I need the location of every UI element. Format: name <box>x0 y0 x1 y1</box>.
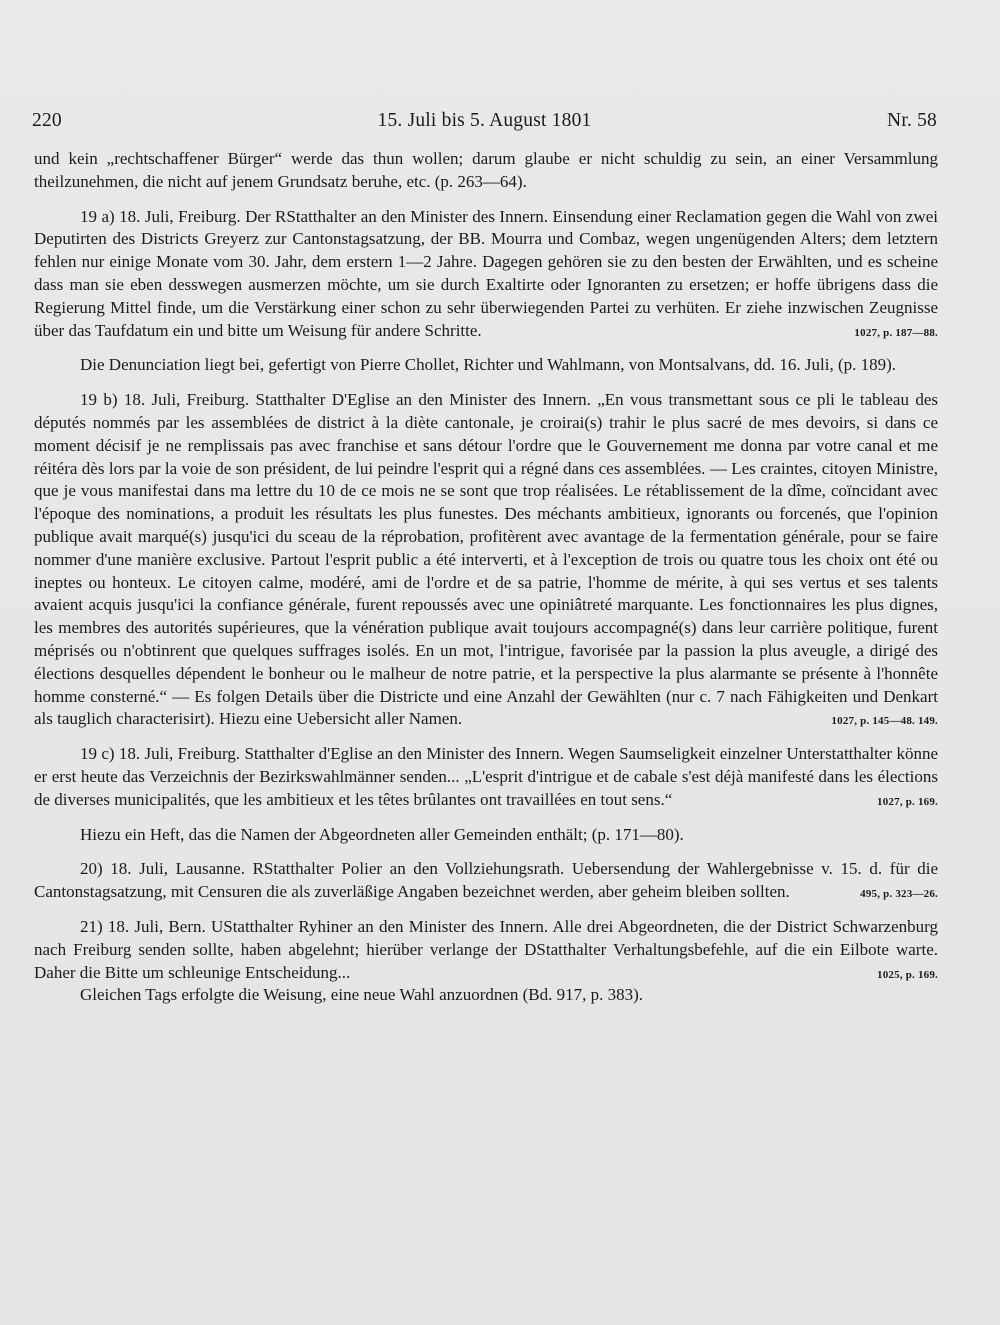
entry-19b <box>34 389 938 731</box>
page-number: 220 <box>32 110 62 131</box>
archive-reference: 1027, p. 169. <box>877 795 938 808</box>
paragraph-text: und kein „rechtschaffener Bürger“ werde das thun wollen; darum glaube er nicht schuldig zu sein, an einer Versammlung theilzunehmen, die nicht auf jenem Grundsatz beruhe, etc. (p. 263—64). <box>34 149 938 191</box>
paragraph-continuation <box>34 148 938 194</box>
paragraph-text: 21) 18. Juli, Bern. UStatthalter Ryhiner an den Minister des Innern. Alle drei Abgeordneten, die der District Schwarzenburg nach Freiburg senden sollte, haben abgelehnt; hierüber verlange der DStatthalter Verhaltungsbefehle, auf die ein Eilbote warte. Daher die Bitte um schleunige Entscheidung... <box>34 916 938 982</box>
archive-reference: 1027, p. 145—48. 149. <box>831 715 938 728</box>
archive-reference: 1025, p. 169. <box>877 968 938 981</box>
archive-reference: 495, p. 323—26. <box>860 888 938 901</box>
page-header <box>32 110 937 140</box>
running-title: 15. Juli bis 5. August 1801 <box>377 110 592 131</box>
document-number: Nr. 58 <box>887 110 937 131</box>
paragraph-text: 19 c) 18. Juli, Freiburg. Statthalter d'Eglise an den Minister des Innern. Wegen Saumseligkeit einzelner Unterstatthalter könne er erst heute das Verzeichnis der Bezirkswahlmänner senden... „L'esprit d'intrigue et de cabale s'est déjà manifesté dans les élections de diverses municipalités, que les ambitieux et les têtes brûlantes ont travaillées en tout sens.“ <box>34 744 938 809</box>
paragraph-text: 19 a) 18. Juli, Freiburg. Der RStatthalter an den Minister des Innern. Einsendung einer Reclamation gegen die Wahl von zwei Deputirten des Districts Greyerz zur Cantonstagsatzung, der BB. Mourra und Combaz, wegen ungenügenden Alters; dem letztern fehlen nur einige Monate vom 30. Jahr, dem erstern 1—2 Jahre. Dagegen gehören sie zu den besten der Erwählten, und es scheine dass man sie eben desswegen ausmerzen möchte, um sie durch Exaltirte oder Ignoranten zu ersetzen; er hoffe übrigens dass die Regierung Mittel finde, um die Verstärkung einer schon zu sehr überwiegenden Partei zu verhüten. Er ziehe inzwischen Zeugnisse über das Taufdatum ein und bitte um Weisung für andere Schritte. <box>34 206 938 340</box>
paragraph-text: Gleichen Tags erfolgte die Weisung, eine neue Wahl anzuordnen (Bd. 917, p. 383). <box>80 985 644 1005</box>
archive-reference: 1027, p. 187—88. <box>854 326 938 339</box>
page-body <box>34 148 938 1007</box>
entry-19c <box>34 743 938 811</box>
paragraph-text: 20) 18. Juli, Lausanne. RStatthalter Polier an den Vollziehungsrath. Uebersendung der Wahlergebnisse v. 15. d. für die Cantonstagsatzung, mit Censuren die als zuverläßige Angaben bezeichnet werden, aber geheim bleiben sollten. <box>34 859 938 902</box>
paragraph-heft <box>34 824 938 847</box>
paragraph-text: Die Denunciation liegt bei, gefertigt von Pierre Chollet, Richter und Wahlmann, von Montsalvans, dd. 16. Juli, (p. 189). <box>80 355 897 375</box>
paragraph-weisung <box>34 984 938 1007</box>
entry-19a <box>34 206 938 343</box>
paragraph-denunciation <box>34 354 938 377</box>
paragraph-text: Hiezu ein Heft, das die Namen der Abgeordneten aller Gemeinden enthält; (p. 171—80). <box>80 824 684 844</box>
entry-21 <box>34 916 938 984</box>
entry-20 <box>34 858 938 904</box>
paragraph-text: 19 b) 18. Juli, Freiburg. Statthalter D'Eglise an den Minister des Innern. „En vous transmettant sous ce pli le tableau des députés nommés par les assemblées de district à la diète cantonale, je croirai(s) trahir le plus sacré de mes devoirs, si dans ce moment décisif je ne remplissais pas avec franchise et sans détour l'ordre que le Gouvernement me donna par votre canal et me réitéra dès lors par la voie de son président, de lui peindre l'esprit qui a régné dans ces assemblées. — Les craintes, citoyen Ministre, que je vous manifestai dans ma lettre du 10 de ce mois ne se sont que trop réalisées. Le rétablissement de la dîme, coïncidant avec l'époque des nominations, a produit les résultats les plus funestes. Des méchants ambitieux, ignorants ou forcenés, que l'opinion publique avait marqué(s) jusqu'ici du sceau de la réprobation, profitèrent avec avantage de la fermentation générale, pour se faire nommer d'une manière exclusive. Partout l'esprit public a été interverti, et à l'exception de trois ou quatre tous les choix ont été ou ineptes ou honteux. Le citoyen calme, modéré, ami de l'ordre et de sa patrie, l'homme de mérite, à qui ses vertus et ses talents avaient acquis jusqu'ici la confiance générale, furent repoussés avec une opiniâtreté marquante. Les fonctionnaires les plus dignes, les membres des autorités supérieures, que la vénération publique avait toujours accompagné(s) dans leur carrière politique, furent méprisés ou n'obtinrent que quelques suffrages isolés. En un mot, l'intrigue, favorisée par la passion la plus aveugle, a dirigé des élections desquelles dépendent le bonheur ou le malheur de notre patrie, et la perspective la plus alarmante se présente à l'honnête homme consterné.“ — Es folgen Details über die Districte und eine Anzahl der Gewählten (nur c. 7 nach Fähigkeiten und Denkart als tauglich characterisirt). Hiezu eine Uebersicht aller Namen. <box>34 390 938 729</box>
